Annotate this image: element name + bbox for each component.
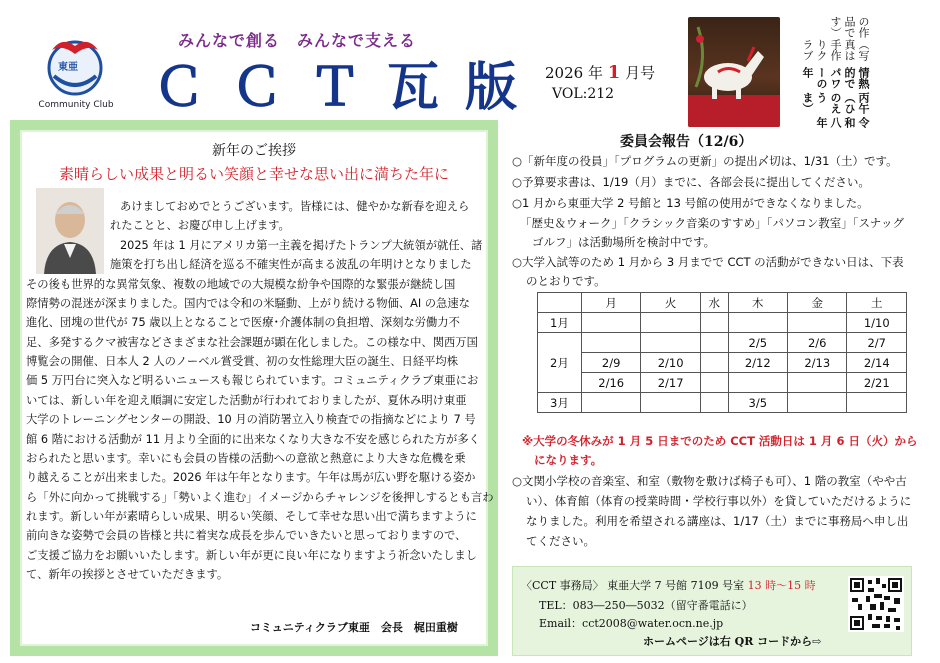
table-cell xyxy=(847,393,907,413)
table-cell: 2/17 xyxy=(641,373,700,393)
report-item: ○大学入試等のため 1 月から 3 月までで CCT の活動ができない日は、下表 xyxy=(512,255,904,269)
office-address xyxy=(521,577,816,593)
closed-days-table xyxy=(537,292,907,413)
rental-line: ○文関小学校の音楽室、和室（敷物を敷けば椅子も可）、1 階の教室（やや古 xyxy=(512,474,907,488)
greeting-line: おられたと思います。幸いにも会員の皆様の活動への意欲と熱意により大きな危機を乗 xyxy=(26,452,466,465)
winter-break-note: になります。 xyxy=(534,453,603,467)
table-cell: 2/10 xyxy=(641,353,700,373)
report-item: ○予算要求書は、1/19（月）までに、各部会長に提出してください。 xyxy=(512,175,870,189)
table-cell xyxy=(700,353,728,373)
greeting-line: 価 5 万円台に突入など明るいニュースも報じられています。コミュニティクラブ東亜にお xyxy=(26,374,479,387)
table-cell: 2/12 xyxy=(728,353,787,373)
table-cell: 2/13 xyxy=(788,353,847,373)
table-cell xyxy=(728,313,787,333)
table-cell xyxy=(788,393,847,413)
greeting-line: 前向きな姿勢で会員の皆様と共に着実な成長を歩んでいきたいと思っておりますので、 xyxy=(26,529,467,542)
report-title: 委員会報告（12/6） xyxy=(620,134,753,150)
office-email[interactable]: Email：cct2008@water.ocn.ne.jp xyxy=(539,617,724,630)
issue-year-unit: 年 xyxy=(587,64,603,82)
table-cell xyxy=(700,333,728,353)
report-item: 「歴史＆ウォーク」「クラシック音楽のすすめ」「パソコン教室」「スナッグ xyxy=(520,216,904,230)
greeting-line: れたことと、お慶び申し上げます。 xyxy=(110,219,290,232)
caption-line: 情熱的でパワーの年 xyxy=(801,66,870,89)
greeting-line: れます。新しい年が素晴らしい成果、明るい笑顔、そして幸せな思い出で満ちますように xyxy=(26,510,477,523)
greeting-line: 施策を打ち出し経済を巡る不確実性が高まる波乱の年明けとなりました xyxy=(110,258,472,271)
office-location: 〈CCT 事務局〉 東亜大学 7 号館 7109 号室 xyxy=(521,579,745,592)
title-letter: Ｃ xyxy=(152,57,205,118)
issue-year: 2026 xyxy=(545,64,584,82)
table-cell xyxy=(641,393,700,413)
table-cell xyxy=(641,313,700,333)
president-photo xyxy=(36,188,104,274)
table-cell xyxy=(700,313,728,333)
caption-line: 令和八年 xyxy=(815,117,870,128)
winter-break-note: ※大学の冬休みが 1 月 5 日までのため CCT 活動日は 1 月 6 日（火）から xyxy=(522,434,918,448)
greeting-line: 2025 年は 1 月にアメリカ第一主義を掲げたトランプ大統領が就任、諸 xyxy=(120,239,483,252)
title-letter: Ｃ xyxy=(230,57,283,118)
table-cell xyxy=(581,393,640,413)
office-tel: TEL：083―250―5032（留守番電話に） xyxy=(539,599,753,612)
greeting-line: ら「外に向かって挑戦する」「勢いよく進む」イメージからチャレンジを後押しするとも言わ xyxy=(26,491,494,504)
issue-date xyxy=(545,62,655,83)
table-header-cell: 金 xyxy=(788,293,847,313)
greeting-title: 新年のご挨拶 xyxy=(212,143,296,159)
title-letter: 版 xyxy=(464,57,517,118)
greeting-line: 博覧会の開催、日本人 2 人のノーベル賞受賞、初の女性総理大臣の誕生、日経平均株 xyxy=(26,355,459,368)
issue-volume: VOL:212 xyxy=(552,86,615,102)
report-item: ゴルフ」は活動場所を検討中です。 xyxy=(532,235,716,249)
rental-line: なりました。利用を希望される講座は、1/17（土）までに事務局へ申し出 xyxy=(526,514,909,528)
table-row xyxy=(538,333,907,353)
greeting-line: 際情勢の混迷が深まりました。国内では令和の米騒動、上がり続ける物価、AI の急速な xyxy=(26,297,470,310)
club-logo xyxy=(44,32,106,98)
table-cell xyxy=(728,373,787,393)
issue-month-unit: 月号 xyxy=(625,64,656,82)
homepage-note: ホームページは右 QR コードから⇨ xyxy=(643,635,822,648)
table-header-cell: 水 xyxy=(700,293,728,313)
table-cell xyxy=(788,373,847,393)
table-cell-month: 2月 xyxy=(538,333,582,393)
table-cell xyxy=(581,313,640,333)
greeting-line: 足、多発するクマ被害などさまざまな社会課題が顕在化しました。この様な中、関西万国 xyxy=(26,336,478,349)
rental-line: い）、体育館（体育の授業時間・学校行事以外）を貸していただけるように xyxy=(526,494,912,508)
caption-line: 丙午（ひのえうま） xyxy=(801,91,870,114)
table-cell: 1月 xyxy=(538,313,582,333)
table-cell: 3/5 xyxy=(728,393,787,413)
table-cell: 3月 xyxy=(538,393,582,413)
table-header-row xyxy=(538,293,907,313)
table-header-cell: 月 xyxy=(581,293,640,313)
greeting-line: ご支援ご協力をお願いいたします。新しい年が更に良い年になりますよう祈念いたしまし xyxy=(26,549,477,562)
issue-month: 1 xyxy=(607,62,621,83)
table-cell xyxy=(700,373,728,393)
table-header-cell: 火 xyxy=(641,293,700,313)
caption-line: の作品です） xyxy=(829,16,870,38)
title-letter: Ｔ xyxy=(308,57,361,118)
table-cell: 2/16 xyxy=(581,373,640,393)
photo-caption xyxy=(800,16,870,128)
greeting-line: 進化、団塊の世代が 75 歳以上となることで医療･介護体制の負担増、深刻な労働力不 xyxy=(26,316,460,329)
table-cell xyxy=(788,313,847,333)
table-cell xyxy=(700,393,728,413)
table-cell: 2/21 xyxy=(847,373,907,393)
greeting-line: 館 6 階における活動が 11 月より全面的に出来なくなり大きな不安を感じられた方が多く xyxy=(26,433,480,446)
report-item: のとおりです。 xyxy=(526,274,606,288)
table-cell: 2/6 xyxy=(788,333,847,353)
newsletter-title xyxy=(148,52,528,118)
table-row xyxy=(538,393,907,413)
greeting-signature: コミュニティクラブ東亜 会長 梶田重樹 xyxy=(250,621,458,634)
greeting-line: いては、新しい年を迎え順調に安定した活動が行われておりましたが、夏休み明け東亜 xyxy=(26,394,467,407)
table-row xyxy=(538,313,907,333)
table-cell: 1/10 xyxy=(847,313,907,333)
qr-code-icon[interactable] xyxy=(848,576,904,632)
greeting-line: その後も世界的な異常気象、複数の地域での大規模な紛争や国際的な緊張が継続し国 xyxy=(26,278,456,291)
greeting-line: あけましておめでとうございます。皆様には、健やかな新春を迎えら xyxy=(120,200,470,213)
table-cell xyxy=(581,333,640,353)
table-cell: 2/5 xyxy=(728,333,787,353)
greeting-line: 大学のトレーニングセンターの開設、10 月の消防署立入り検査での指摘などにより 7 号 xyxy=(26,413,476,426)
table-header-cell xyxy=(538,293,582,313)
greeting-line: り越えることが出来ました。2026 年は午年となります。午年は馬が広い野を駆ける姿か xyxy=(26,471,476,484)
report-item: ○1 月から東亜大学 2 号館と 13 号館の使用ができなくなりました。 xyxy=(512,196,869,210)
table-cell: 2/9 xyxy=(581,353,640,373)
slogan: みんなで創る みんなで支える xyxy=(178,31,417,50)
table-cell: 2/7 xyxy=(847,333,907,353)
report-item: ○「新年度の役員」「プログラムの更新」の提出〆切は、1/31（土）です。 xyxy=(512,154,898,168)
greeting-subtitle: 素晴らしい成果と明るい笑顔と幸せな思い出に満ちた年に xyxy=(58,165,449,183)
rental-line: てください。 xyxy=(526,534,595,548)
logo-subtitle: Community Club xyxy=(38,100,114,110)
table-header-cell: 木 xyxy=(728,293,787,313)
office-hours: 13 時～15 時 xyxy=(747,579,816,592)
logo-text: 東亜 xyxy=(58,62,78,73)
table-header-cell: 土 xyxy=(847,293,907,313)
table-row xyxy=(538,353,907,373)
table-cell xyxy=(641,333,700,353)
table-cell: 2/14 xyxy=(847,353,907,373)
caption-line: （写真は手作りクラブ xyxy=(801,39,870,61)
title-letter: 瓦 xyxy=(386,57,439,118)
horse-craft-photo xyxy=(688,17,780,127)
table-row xyxy=(538,373,907,393)
greeting-line: て、新年の挨拶とさせていただきます。 xyxy=(26,568,229,581)
